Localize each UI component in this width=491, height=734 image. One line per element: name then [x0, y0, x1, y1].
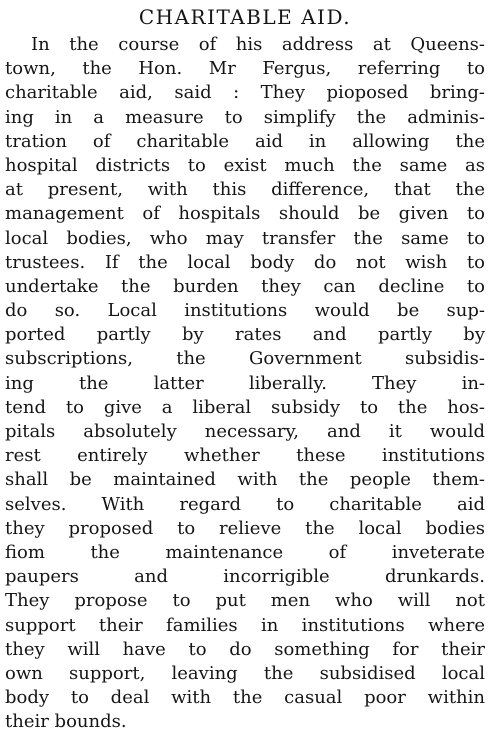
- article-line: pitals absolutely necessary, and it would: [5, 421, 485, 442]
- article-line: charitable aid, said : They pioposed bring-: [5, 82, 485, 104]
- article-line: tration of charitable aid in allowing the: [5, 130, 485, 152]
- article-line: In the course of his address at Queens-: [31, 34, 485, 55]
- article-line: fiom the maintenance of inveterate: [5, 541, 485, 563]
- article-line: at present, with this difference, that the: [5, 179, 485, 201]
- article-line: rest entirely whether these institutions: [5, 445, 485, 467]
- article-line: own support, leaving the subsidised local: [5, 662, 485, 684]
- article-line: trustees. If the local body do not wish to: [5, 251, 485, 273]
- article-line: do so. Local institutions would be sup-: [5, 300, 485, 322]
- article-line: support their families in institutions where: [5, 614, 485, 636]
- article-line: local bodies, who may transfer the same to: [5, 227, 485, 249]
- article-line: subscriptions, the Government subsidis-: [5, 348, 485, 370]
- article-line: tend to give a liberal subsidy to the hos-: [5, 396, 485, 418]
- article-line: They propose to put men who will not: [5, 590, 485, 612]
- article-line: management of hospitals should be given to: [5, 203, 485, 225]
- article-line: selves. With regard to charitable aid: [5, 493, 485, 515]
- article-line: body to deal with the casual poor within: [5, 687, 485, 709]
- article-line: town, the Hon. Mr Fergus, referring to: [5, 58, 485, 80]
- article-line: ing in a measure to simplify the adminis-: [5, 106, 485, 128]
- article-line: shall be maintained with the people them-: [5, 469, 485, 491]
- article-line: they proposed to relieve the local bodies: [5, 517, 485, 539]
- article-line: ing the latter liberally. They in-: [5, 372, 485, 394]
- article-line: hospital districts to exist much the same as: [5, 154, 485, 176]
- article-line: ported partly by rates and partly by: [5, 324, 485, 346]
- article-line: their bounds.: [5, 711, 127, 733]
- article-headline: CHARITABLE AID.: [138, 5, 352, 29]
- article-line: they will have to do something for their: [5, 638, 485, 660]
- article-line: undertake the burden they can decline to: [5, 275, 485, 297]
- article-line: paupers and incorrigible drunkards.: [5, 566, 485, 588]
- article-body: [5, 33, 485, 734]
